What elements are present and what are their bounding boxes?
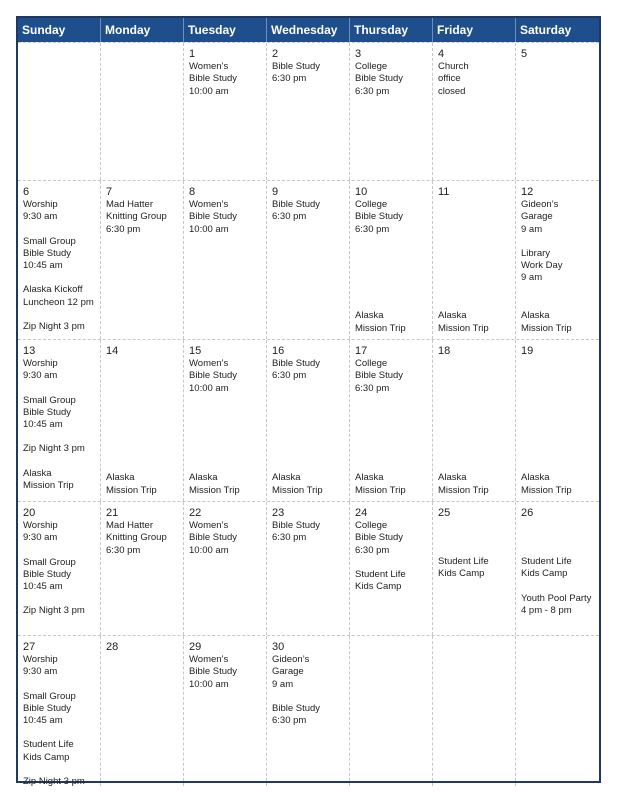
event-entry: Alaska Kickoff Luncheon 12 pm <box>23 284 94 308</box>
weekday-friday: Friday <box>433 18 516 42</box>
day-number: 25 <box>438 507 451 519</box>
event-entry: Gideon’s Garage 9 am <box>521 199 559 235</box>
weekday-monday: Monday <box>101 18 184 42</box>
event-entry: Gideon’s Garage 9 am <box>272 654 310 690</box>
event-entry: Women’s Bible Study 10:00 am <box>189 199 238 235</box>
event-entry: Worship 9:30 am <box>23 199 58 223</box>
day-cell[interactable] <box>516 502 599 635</box>
day-cell[interactable] <box>433 181 516 339</box>
event-entry: Women’s Bible Study 10:00 am <box>189 654 238 690</box>
day-number: 21 <box>106 507 119 519</box>
event-entry: Small Group Bible Study 10:45 am <box>23 394 76 431</box>
day-cell[interactable] <box>516 340 599 501</box>
week-row <box>18 339 599 501</box>
day-cell[interactable] <box>184 502 267 635</box>
event-entry: Alaska Mission Trip <box>189 472 240 496</box>
event-entry: Worship 9:30 am <box>23 520 58 544</box>
day-cell[interactable] <box>350 340 433 501</box>
event-entry: Worship 9:30 am <box>23 358 58 382</box>
day-number: 8 <box>189 186 196 198</box>
day-cell[interactable] <box>18 43 101 180</box>
weekday-thursday: Thursday <box>350 18 433 42</box>
day-cell[interactable] <box>101 181 184 339</box>
event-entry: College Bible Study 6:30 pm <box>355 61 404 97</box>
day-number: 16 <box>272 345 285 357</box>
day-cell[interactable] <box>184 340 267 501</box>
event-entry: College Bible Study 6:30 pm <box>355 358 404 394</box>
day-cell[interactable] <box>18 340 101 501</box>
event-entry: Alaska Mission Trip <box>106 472 157 496</box>
event-entry: Mad Hatter Knitting Group 6:30 pm <box>106 199 167 235</box>
day-number: 10 <box>355 186 368 198</box>
day-cell[interactable] <box>267 43 350 180</box>
day-number: 17 <box>355 345 368 357</box>
day-cell[interactable] <box>350 502 433 635</box>
day-cell[interactable] <box>267 181 350 339</box>
event-entry: Library Work Day 9 am <box>521 247 563 284</box>
week-row <box>18 635 599 786</box>
event-entry: Student Life Kids Camp <box>438 556 489 580</box>
event-entry: Alaska Mission Trip <box>438 472 489 496</box>
day-cell[interactable] <box>101 636 184 786</box>
event-entry: College Bible Study 6:30 pm <box>355 520 404 556</box>
day-number: 30 <box>272 641 285 653</box>
event-entry: Bible Study 6:30 pm <box>272 61 321 85</box>
event-entry: Zip Night 3 pm <box>23 776 85 788</box>
event-entry: Alaska Mission Trip <box>521 310 572 334</box>
event-entry: Alaska Mission Trip <box>438 310 489 334</box>
calendar <box>16 16 601 788</box>
day-number: 5 <box>521 48 528 60</box>
event-entry: Bible Study 6:30 pm <box>272 520 321 544</box>
event-entry: Bible Study 6:30 pm <box>272 199 321 223</box>
day-number: 3 <box>355 48 362 60</box>
day-cell[interactable] <box>516 43 599 180</box>
event-entry: College Bible Study 6:30 pm <box>355 199 404 235</box>
event-entry: Women’s Bible Study 10:00 am <box>189 358 238 394</box>
weekday-header <box>18 18 599 42</box>
day-cell[interactable] <box>516 636 599 786</box>
event-entry: Church office closed <box>438 61 469 97</box>
event-entry: Alaska Mission Trip <box>355 310 406 334</box>
day-cell[interactable] <box>433 340 516 501</box>
day-number: 28 <box>106 641 119 653</box>
event-entry: Zip Night 3 pm <box>23 443 85 455</box>
calendar-grid <box>18 42 599 786</box>
day-cell[interactable] <box>433 502 516 635</box>
day-cell[interactable] <box>516 181 599 339</box>
event-entry: Zip Night 3 pm <box>23 321 85 333</box>
day-number: 20 <box>23 507 36 519</box>
day-number: 7 <box>106 186 113 198</box>
event-entry: Alaska Mission Trip <box>521 472 572 496</box>
event-entry: Zip Night 3 pm <box>23 605 85 617</box>
day-number: 14 <box>106 345 119 357</box>
day-number: 9 <box>272 186 279 198</box>
event-entry: Alaska Mission Trip <box>355 472 406 496</box>
week-row <box>18 42 599 180</box>
day-cell[interactable] <box>350 43 433 180</box>
event-entry: Youth Pool Party 4 pm - 8 pm <box>521 592 592 616</box>
day-number: 19 <box>521 345 534 357</box>
day-cell[interactable] <box>433 636 516 786</box>
day-number: 15 <box>189 345 202 357</box>
day-cell[interactable] <box>433 43 516 180</box>
day-number: 22 <box>189 507 202 519</box>
day-number: 1 <box>189 48 196 60</box>
event-entry: Worship 9:30 am <box>23 654 58 678</box>
day-cell[interactable] <box>267 502 350 635</box>
event-entry: Alaska Mission Trip <box>272 472 323 496</box>
day-number: 4 <box>438 48 445 60</box>
event-entry: Small Group Bible Study 10:45 am <box>23 235 76 272</box>
event-entry: Student Life Kids Camp <box>521 556 572 580</box>
event-entry: Alaska Mission Trip <box>23 467 74 492</box>
day-cell[interactable] <box>18 181 101 339</box>
week-row <box>18 501 599 635</box>
day-cell[interactable] <box>101 43 184 180</box>
event-entry: Women’s Bible Study 10:00 am <box>189 520 238 556</box>
day-number: 23 <box>272 507 285 519</box>
day-number: 26 <box>521 507 534 519</box>
day-cell[interactable] <box>267 636 350 786</box>
day-number: 11 <box>438 186 450 198</box>
weekday-tuesday: Tuesday <box>184 18 267 42</box>
day-cell[interactable] <box>184 636 267 786</box>
event-entry: Student Life Kids Camp <box>355 568 406 593</box>
event-entry: Small Group Bible Study 10:45 am <box>23 556 76 593</box>
day-number: 6 <box>23 186 30 198</box>
day-number: 27 <box>23 641 36 653</box>
day-cell[interactable] <box>18 502 101 635</box>
day-cell[interactable] <box>101 340 184 501</box>
weekday-wednesday: Wednesday <box>267 18 350 42</box>
day-number: 2 <box>272 48 279 60</box>
day-cell[interactable] <box>101 502 184 635</box>
week-row <box>18 180 599 339</box>
day-number: 12 <box>521 186 534 198</box>
day-cell[interactable] <box>184 43 267 180</box>
event-entry: Bible Study 6:30 pm <box>272 702 321 727</box>
event-entry: Small Group Bible Study 10:45 am <box>23 690 76 727</box>
day-number: 29 <box>189 641 202 653</box>
day-cell[interactable] <box>18 636 101 786</box>
day-cell[interactable] <box>350 181 433 339</box>
event-entry: Women’s Bible Study 10:00 am <box>189 61 238 97</box>
day-number: 24 <box>355 507 368 519</box>
weekday-saturday: Saturday <box>520 23 572 37</box>
day-cell[interactable] <box>350 636 433 786</box>
weekday-sunday: Sunday <box>18 18 101 42</box>
event-entry: Student Life Kids Camp <box>23 739 74 763</box>
day-number: 18 <box>438 345 451 357</box>
event-entry: Mad Hatter Knitting Group 6:30 pm <box>106 520 167 556</box>
day-number: 13 <box>23 345 36 357</box>
day-cell[interactable] <box>267 340 350 501</box>
day-cell[interactable] <box>184 181 267 339</box>
event-entry: Bible Study 6:30 pm <box>272 358 321 382</box>
